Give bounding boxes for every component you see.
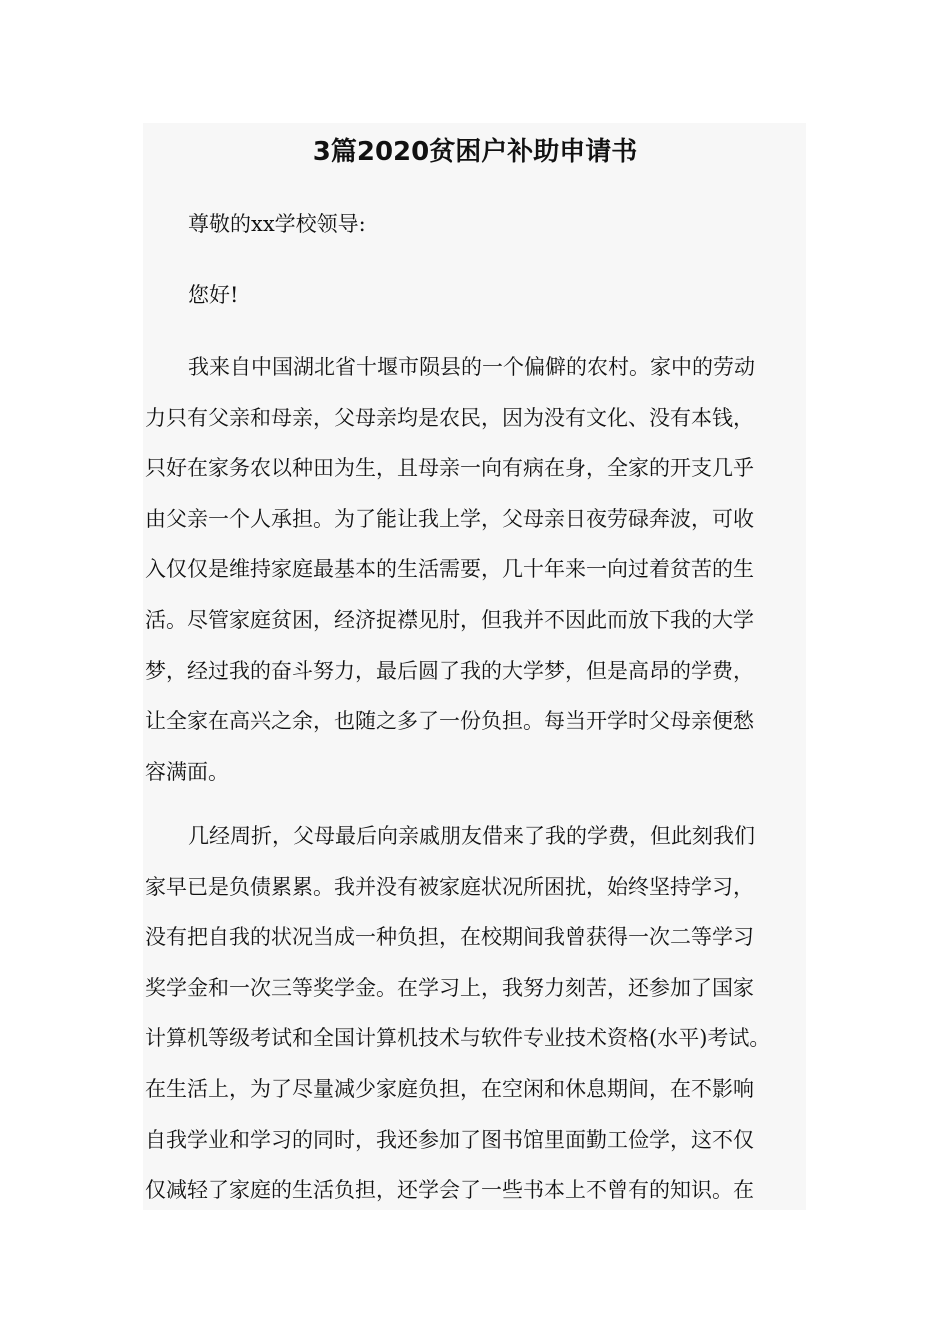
paragraph-1-line: 让全家在高兴之余，也随之多了一份负担。每当开学时父母亲便愁 [145,709,754,734]
paragraph-1-line: 入仅仅是维持家庭最基本的生活需要，几十年来一向过着贫苦的生 [145,557,754,582]
paragraph-1-line: 梦，经过我的奋斗努力，最后圆了我的大学梦，但是高昂的学费， [145,658,754,683]
paragraph-2-line: 计算机等级考试和全国计算机技术与软件专业技术资格(水平)考试。 [145,1026,771,1051]
paragraph-1 [145,342,825,797]
salutation: 尊敬的xx学校领导: [188,212,366,236]
paragraph-2 [145,811,825,1216]
paragraph-2-line: 在生活上，为了尽量减少家庭负担，在空闲和休息期间，在不影响 [145,1076,754,1101]
document-title: 3篇2020贫困户补助申请书 [312,137,638,167]
paragraph-2-line: 仅减轻了家庭的生活负担，还学会了一些书本上不曾有的知识。在 [145,1178,754,1203]
paragraph-2-line: 家早已是负债累累。我并没有被家庭状况所困扰，始终坚持学习， [145,874,754,899]
paragraph-2-line: 没有把自我的状况当成一种负担，在校期间我曾获得一次二等学习 [145,925,754,950]
paragraph-2-line: 自我学业和学习的同时，我还参加了图书馆里面勤工俭学，这不仅 [145,1127,754,1152]
paragraph-1-line: 由父亲一个人承担。为了能让我上学，父母亲日夜劳碌奔波，可收 [145,506,754,531]
paragraph-1-line: 只好在家务农以种田为生，且母亲一向有病在身，全家的开支几乎 [145,456,754,481]
paragraph-2-line: 奖学金和一次三等奖学金。在学习上，我努力刻苦，还参加了国家 [145,975,754,1000]
paragraph-1-line: 活。尽管家庭贫困，经济捉襟见肘，但我并不因此而放下我的大学 [145,607,754,632]
greeting: 您好! [188,283,239,307]
paragraph-1-line: 力只有父亲和母亲，父母亲均是农民，因为没有文化、没有本钱， [145,405,754,430]
paragraph-1-line: 容满面。 [145,759,229,784]
paragraph-1-line: 我来自中国湖北省十堰市陨县的一个偏僻的农村。家中的劳动 [188,355,755,379]
paragraph-2-line: 几经周折，父母最后向亲戚朋友借来了我的学费，但此刻我们 [188,824,755,848]
